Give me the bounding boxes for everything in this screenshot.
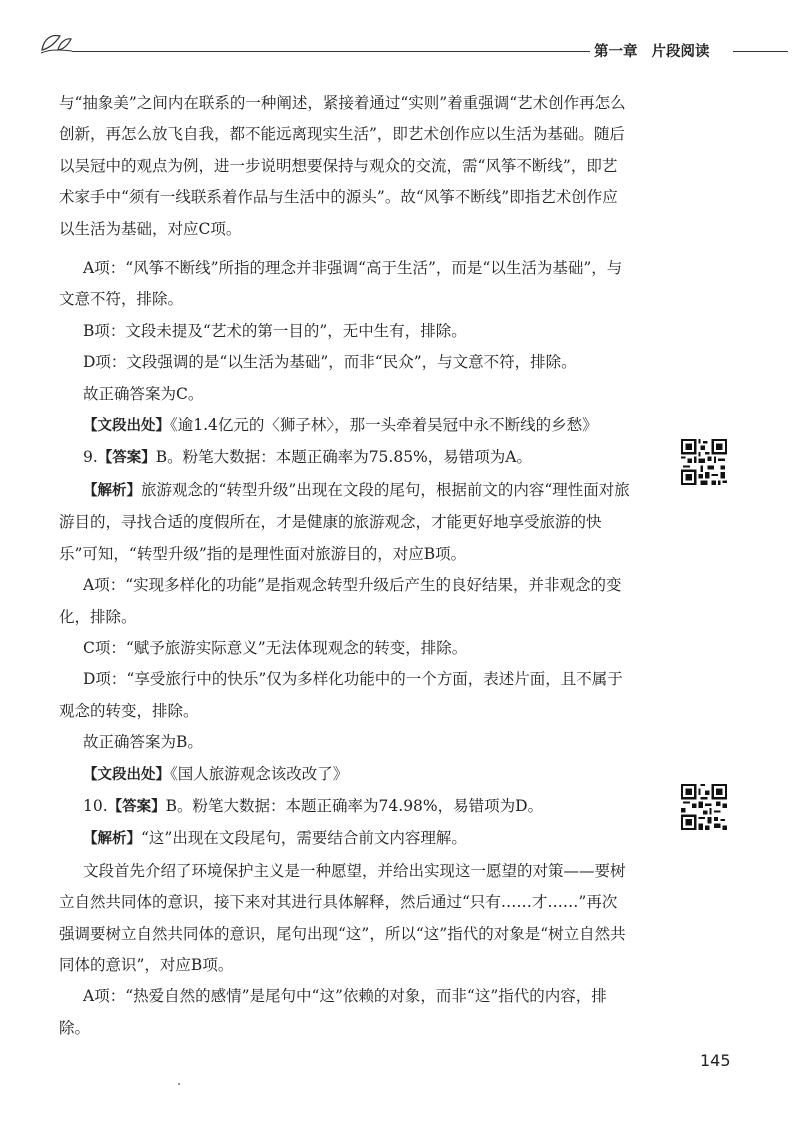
answer-line (59, 442, 631, 474)
answer-text: B。粉笔大数据：本题正确率为74.98%，易错项为D。 (165, 796, 544, 815)
page-number: 145 (700, 1051, 731, 1070)
source-text: 《国人旅游观念该改改了》 (170, 764, 349, 783)
option-paragraph: C项：“赋予旅游实际意义”无法体现观念的转变，排除。 (83, 638, 468, 657)
option-paragraph: A项：“热爱自然的感情”是尾句中“这”依赖的对象，而非“这”指代的内容，排除。 (59, 987, 607, 1037)
qr-code-icon[interactable] (681, 439, 727, 485)
conclusion: 故正确答案为B。 (83, 733, 203, 752)
question-number: 10. (83, 796, 108, 815)
answer-label: 【答案】 (97, 450, 156, 467)
leaf-icon (38, 30, 72, 56)
answer-label: 【答案】 (107, 798, 166, 815)
chapter-number: 第一章 (594, 44, 638, 60)
paragraph: 文段首先介绍了环境保护主义是一种愿望，并给出实现这一愿望的对策——要树立自然共同体的意识，接下来对其进行具体解释，然后通过“只有……才……”再次强调要树立自然共同体的意识，尾句出现“这”，所以“这”指代的对象是“树立自然共同体的意识”，对应B项。 (59, 861, 626, 974)
chapter-title (594, 40, 710, 61)
source-text: 《逾1.4亿元的〈狮子林〉，那一头牵着吴冠中永不断线的乡愁》 (170, 416, 598, 435)
question-number: 9. (83, 448, 98, 467)
page-header (38, 30, 788, 70)
analysis-text: “这”出现在文段尾句，需要结合前文内容理解。 (141, 829, 467, 848)
scan-speck (178, 1083, 180, 1085)
analysis-label: 【解析】 (83, 831, 141, 848)
paragraph: 与“抽象美”之间内在联系的一种阐述，紧接着通过“实则”着重强调“艺术创作再怎么创新，再怎么放飞自我，都不能远离现实生活”，即艺术创作应以生活为基础。随后以吴冠中的观点为例，进一步说明想要保持与观众的交流，需“风筝不断线”，即艺术家手中“须有一线联系着作品与生活中的源头”。故“风筝不断线”即指艺术创作应以生活为基础，对应C项。 (59, 94, 626, 238)
option-paragraph: A项：“实现多样化的功能”是指观念转型升级后产生的良好结果，并非观念的变化，排除。 (59, 576, 622, 626)
qr-code-icon[interactable] (681, 784, 727, 830)
answer-text: B。粉笔大数据：本题正确率为75.85%，易错项为A。 (155, 448, 532, 467)
answer-line (59, 791, 631, 823)
analysis-paragraph (59, 823, 631, 855)
paragraph: B项：文段未提及“艺术的第一目的”，无中生有，排除。 (83, 321, 467, 340)
paragraph: A项：“风筝不断线”所指的理念并非强调“高于生活”，而是“以生活为基础”，与文意不符，排除。 (59, 259, 623, 309)
header-rule-left (72, 51, 590, 52)
option-paragraph: D项：“享受旅行中的快乐”仅为多样化功能中的一个方面，表述片面，且不属于观念的转变，排除。 (59, 670, 623, 720)
section-name: 片段阅读 (651, 44, 710, 60)
paragraph: 故正确答案为C。 (83, 384, 204, 403)
paragraph: D项：文段强调的是“以生活为基础”，而非“民众”，与文意不符，排除。 (83, 353, 577, 372)
source-label: 【文段出处】 (83, 766, 170, 783)
header-rule-right (733, 51, 788, 52)
source-label: 【文段出处】 (83, 418, 170, 435)
source-line (59, 759, 631, 791)
page-content (59, 88, 631, 1044)
analysis-text: 旅游观念的“转型升级”出现在文段的尾句，根据前文的内容“理性面对旅游目的，寻找合适的度假所在，才是健康的旅游观念，才能更好地享受旅游的快乐”可知，“转型升级”指的是理性面对旅游目的，对应B项。 (59, 480, 630, 563)
analysis-paragraph (59, 475, 631, 570)
analysis-label: 【解析】 (83, 482, 141, 499)
source-line (59, 410, 631, 442)
